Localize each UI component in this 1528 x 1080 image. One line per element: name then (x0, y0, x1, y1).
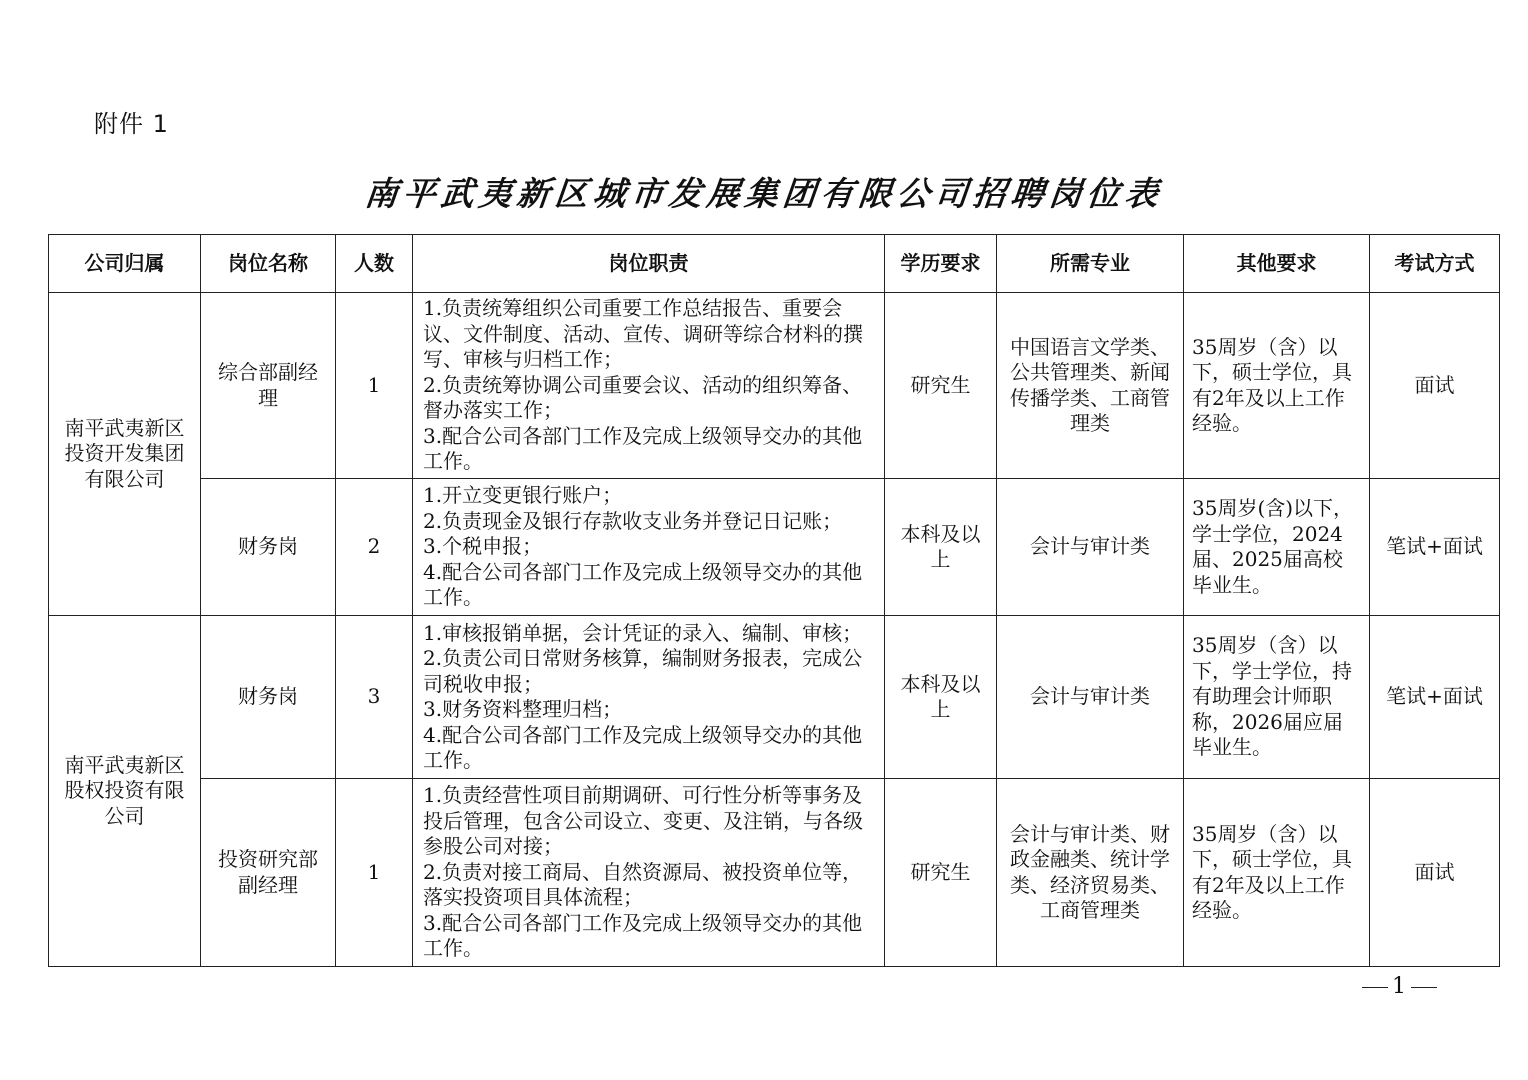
page-number (1358, 974, 1441, 999)
header-other: 其他要求 (1184, 235, 1370, 293)
company-cell: 南平武夷新区股权投资有限公司 (49, 616, 201, 967)
duties-cell (413, 616, 885, 779)
duty-item: 3.配合公司各部门工作及完成上级领导交办的其他工作。 (423, 423, 863, 474)
duties-cell (413, 779, 885, 967)
count-cell: 3 (336, 616, 413, 779)
attachment-label: 附件 1 (94, 110, 169, 138)
position-cell: 综合部副经理 (201, 293, 336, 479)
exam-cell: 笔试+面试 (1370, 616, 1500, 779)
duties-cell (413, 479, 885, 616)
duty-item: 1.审核报销单据，会计凭证的录入、编制、审核； (423, 620, 863, 645)
page-number-value: 1 (1392, 974, 1407, 999)
header-major: 所需专业 (997, 235, 1184, 293)
header-position: 岗位名称 (201, 235, 336, 293)
position-cell: 投资研究部副经理 (201, 779, 336, 967)
count-cell: 1 (336, 293, 413, 479)
duty-item: 1.负责经营性项目前期调研、可行性分析等事务及投后管理，包含公司设立、变更、及注销，与各级参股公司对接； (423, 783, 863, 859)
exam-cell: 面试 (1370, 293, 1500, 479)
duties-cell (413, 293, 885, 479)
company-cell: 南平武夷新区投资开发集团有限公司 (49, 293, 201, 616)
duty-item: 2.负责统筹协调公司重要会议、活动的组织筹备、督办落实工作； (423, 372, 863, 423)
count-cell: 1 (336, 779, 413, 967)
other-requirements-cell: 35周岁（含）以下，硕士学位，具有2年及以上工作经验。 (1184, 779, 1370, 967)
recruitment-table (48, 234, 1500, 967)
page-title: 南平武夷新区城市发展集团有限公司招聘岗位表 (362, 174, 1165, 213)
duty-item: 2.负责现金及银行存款收支业务并登记日记账； (423, 508, 843, 533)
table-row (49, 293, 1500, 479)
duty-item: 2.负责对接工商局、自然资源局、被投资单位等，落实投资项目具体流程； (423, 859, 863, 910)
major-cell: 会计与审计类 (997, 479, 1184, 616)
major-cell: 会计与审计类 (997, 616, 1184, 779)
table-header-row (49, 235, 1500, 293)
position-cell: 财务岗 (201, 479, 336, 616)
duty-item: 1.负责统筹组织公司重要工作总结报告、重要会议、文件制度、活动、宣传、调研等综合材料的撰写、审核与归档工作； (423, 296, 863, 372)
major-cell: 会计与审计类、财政金融类、统计学类、经济贸易类、工商管理类 (997, 779, 1184, 967)
exam-cell: 笔试+面试 (1370, 479, 1500, 616)
page-number-dash-left (1362, 987, 1388, 988)
duty-item: 1.开立变更银行账户； (423, 483, 623, 508)
position-cell: 财务岗 (201, 616, 336, 779)
other-requirements-cell: 35周岁（含）以下，学士学位，持有助理会计师职称，2026届应届毕业生。 (1184, 616, 1370, 779)
education-cell: 本科及以上 (885, 616, 997, 779)
duty-item: 4.配合公司各部门工作及完成上级领导交办的其他工作。 (423, 559, 863, 610)
table-row (49, 616, 1500, 779)
education-cell: 研究生 (885, 293, 997, 479)
education-cell: 研究生 (885, 779, 997, 967)
education-cell: 本科及以上 (885, 479, 997, 616)
page-number-dash-right (1411, 987, 1437, 988)
other-requirements-cell: 35周岁(含)以下，学士学位，2024届、2025届高校毕业生。 (1184, 479, 1370, 616)
header-company: 公司归属 (49, 235, 201, 293)
duty-item: 4.配合公司各部门工作及完成上级领导交办的其他工作。 (423, 722, 863, 772)
header-education: 学历要求 (885, 235, 997, 293)
other-requirements-cell: 35周岁（含）以下，硕士学位，具有2年及以上工作经验。 (1184, 293, 1370, 479)
header-exam: 考试方式 (1370, 235, 1500, 293)
exam-cell: 面试 (1370, 779, 1500, 967)
duty-item: 3.配合公司各部门工作及完成上级领导交办的其他工作。 (423, 910, 863, 961)
table-row (49, 779, 1500, 967)
major-cell: 中国语言文学类、公共管理类、新闻传播学类、工商管理类 (997, 293, 1184, 479)
count-cell: 2 (336, 479, 413, 616)
duty-item: 3.个税申报； (423, 534, 543, 559)
duty-item: 2.负责公司日常财务核算，编制财务报表，完成公司税收申报； (423, 646, 863, 696)
header-count: 人数 (336, 235, 413, 293)
duty-item: 3.财务资料整理归档； (423, 697, 623, 721)
header-duties: 岗位职责 (413, 235, 885, 293)
table-row (49, 479, 1500, 616)
